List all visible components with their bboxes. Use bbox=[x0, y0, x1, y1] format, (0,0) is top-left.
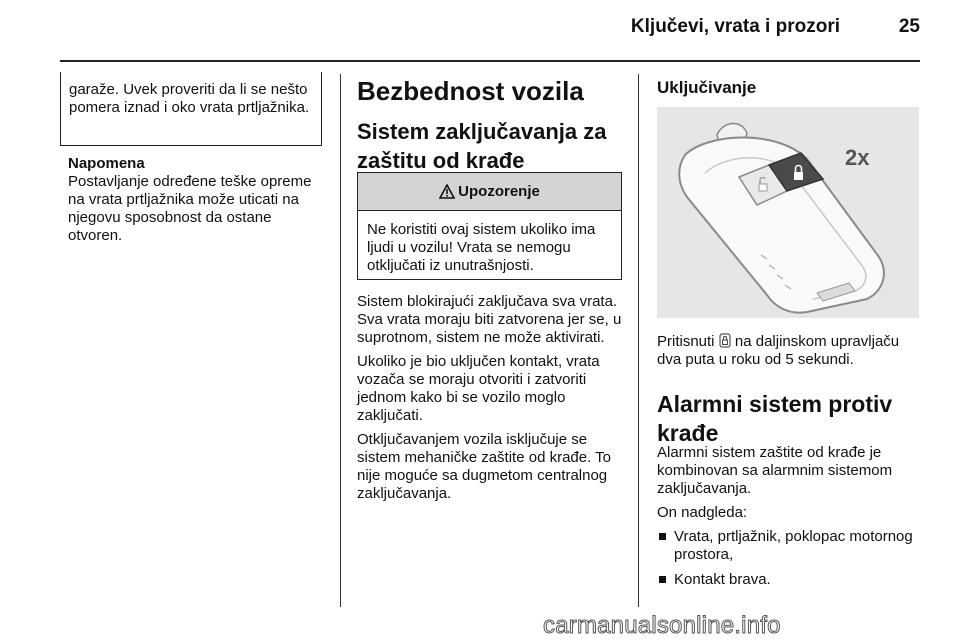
paragraph: Ukoliko je bio uključen kontakt, vrata vozača se moraju otvoriti i zatvoriti jednom kako bi se vozilo moglo zaključati. bbox=[357, 353, 600, 424]
activation-instruction bbox=[657, 333, 927, 369]
note bbox=[68, 155, 323, 245]
lock-button-icon bbox=[719, 333, 731, 348]
page-number: 25 bbox=[898, 16, 920, 37]
instruction-prefix: Pritisnuti bbox=[657, 333, 715, 350]
list-item bbox=[657, 528, 919, 564]
section-heading: Bezbednost vozila bbox=[357, 76, 584, 106]
warning-triangle-icon bbox=[439, 184, 455, 199]
remote-key-illustration bbox=[657, 107, 919, 318]
list-item bbox=[657, 571, 919, 589]
monitors-label: On nadgleda: bbox=[657, 504, 748, 521]
warning-text: Ne koristiti ovaj sistem ukoliko ima ljudi u vozilu! Vrata se nemogu otključati iz unutrašnjosti. bbox=[367, 221, 596, 274]
list-item-text: Vrata, prtljažnik, poklopac motornog prostora, bbox=[674, 528, 913, 563]
warning-title: Upozorenje bbox=[458, 183, 540, 200]
press-count-label: 2x bbox=[845, 145, 870, 170]
column-divider-2 bbox=[638, 74, 639, 607]
note-text: Postavljanje određene teške opreme na vrata prtljažnika može uticati na njegovu sposobnost da ostane otvoren. bbox=[68, 173, 312, 244]
column-divider-1 bbox=[340, 74, 341, 607]
remote-key-figure bbox=[657, 107, 919, 318]
paragraph: Sistem blokirajući zaključava sva vrata. Sva vrata moraju biti zatvorena jer se, u suprotnom, sistem ne može aktivirati. bbox=[357, 293, 622, 346]
deadlock-description bbox=[357, 293, 625, 509]
header-title: Ključevi, vrata i prozori bbox=[630, 16, 840, 37]
paragraph: Otključavanjem vozila isključuje se sistem mehaničke zaštite od krađe. To nije moguće sa dugmetom centralnog zaključavanja. bbox=[357, 431, 612, 502]
note-label: Napomena bbox=[68, 155, 145, 172]
alarm-section bbox=[657, 444, 919, 596]
warning-header bbox=[358, 173, 621, 211]
warning-box bbox=[357, 172, 622, 280]
watermark: carmanualsonline.info bbox=[543, 612, 781, 639]
activation-heading: Uključivanje bbox=[657, 78, 757, 97]
alarm-heading: Alarmni sistem protiv krađe bbox=[657, 391, 893, 446]
subsection-heading: Sistem zaključavanja za zaštitu od krađe bbox=[357, 119, 607, 173]
continued-box bbox=[60, 72, 322, 146]
header-rule bbox=[60, 60, 920, 62]
list-item-text: Kontakt brava. bbox=[674, 571, 771, 588]
continued-box-text: garaže. Uvek proveriti da li se nešto pomera iznad i oko vrata prtljažnika. bbox=[69, 81, 310, 116]
alarm-text: Alarmni sistem zaštite od krađe je kombinovan sa alarmnim sistemom zaključavanja. bbox=[657, 444, 893, 497]
instruction-suffix: na daljinskom upravljaču dva puta u roku od 5 sekundi. bbox=[657, 333, 900, 368]
monitored-list bbox=[657, 528, 919, 589]
